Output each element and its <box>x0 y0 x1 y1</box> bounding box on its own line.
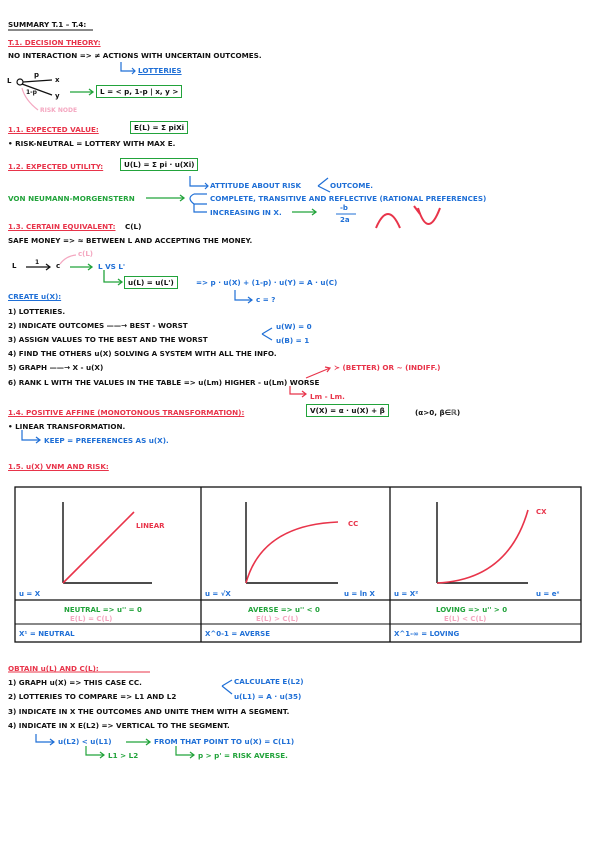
increasing-label: INCREASING IN X. <box>210 208 282 217</box>
lottery-1p: 1-p <box>26 89 37 96</box>
loving-condition: LOVING => u'' > 0 <box>436 606 508 614</box>
lottery-branch-p <box>23 80 52 82</box>
obtain-step-1: 1) GRAPH u(X) => THIS CASE CC. <box>8 678 142 687</box>
page-title: SUMMARY T.1 – T.4: <box>8 20 87 29</box>
obtain-step-4: 4) INDICATE IN X E(L2) => VERTICAL TO THE SEGMENT. <box>8 721 230 730</box>
linear-transformation-line: • LINEAR TRANSFORMATION. <box>8 422 126 431</box>
averse-condition: AVERSE => u'' < 0 <box>248 606 320 614</box>
attitude-label: ATTITUDE ABOUT RISK <box>210 181 302 190</box>
utility-worst: u(W) = 0 <box>276 322 312 331</box>
obtain-step-2: 2) LOTTERIES TO COMPARE => L1 AND L2 <box>8 692 177 701</box>
c-question: c = ? <box>256 295 276 304</box>
convex-sketch <box>418 208 440 224</box>
ce-diagram-cl: c(L) <box>78 250 94 258</box>
vnm-label: VON NEUMANN-MORGENSTERN <box>8 194 135 203</box>
create-step-2: 2) INDICATE OUTCOMES ——→ BEST - WORST <box>8 321 188 330</box>
lottery-x: x <box>55 76 60 84</box>
concave-curve <box>246 522 338 583</box>
decision-theory-heading: T.1. DECISION THEORY: <box>8 38 101 47</box>
averse-exponent: X^0-1 = AVERSE <box>205 630 271 638</box>
utility-best: u(B) = 1 <box>276 336 310 345</box>
ul1-formula: u(L1) = A · u(35) <box>234 692 302 701</box>
risk-averse-note: p > p' = RISK AVERSE. <box>198 751 288 760</box>
ul2-less-ul1: u(L2) < u(L1) <box>58 737 112 746</box>
lottery-L: L <box>7 77 12 85</box>
outcome-label: OUTCOME. <box>330 181 374 190</box>
positive-affine-condition: (α>0, β∈ℝ) <box>415 408 461 417</box>
linear-function-label: u = X <box>19 590 41 598</box>
fraction-denominator: 2a <box>340 216 350 224</box>
positive-affine-formula: V(X) = α · u(X) + β <box>306 404 389 417</box>
vnm-risk-heading: 1.5. u(X) VNM AND RISK: <box>8 462 109 471</box>
lotteries-label: LOTTERIES <box>138 66 182 75</box>
create-step-3: 3) ASSIGN VALUES TO THE BEST AND THE WORST <box>8 335 208 344</box>
certain-equivalent-symbol: C(L) <box>125 222 142 231</box>
neutral-ce: E(L) = C(L) <box>70 615 113 623</box>
obtain-step-3: 3) INDICATE IN X THE OUTCOMES AND UNITE THEM WITH A SEGMENT. <box>8 707 290 716</box>
loving-ce: E(L) < C(L) <box>444 615 487 623</box>
ln-function-label: u = ln X <box>344 590 375 598</box>
sqrt-function-label: u = √X <box>205 590 231 598</box>
linear-curve <box>63 512 134 583</box>
linear-curve-label: LINEAR <box>136 522 165 530</box>
certain-equivalent-heading: 1.3. CERTAIN EQUIVALENT: <box>8 222 116 231</box>
lottery-p: p <box>34 71 40 79</box>
create-ux-heading: CREATE u(X): <box>8 292 62 301</box>
create-step-6: 6) RANK L WITH THE VALUES IN THE TABLE => u(Lm) HIGHER - u(Lm) WORSE <box>8 378 320 387</box>
lottery-formula: L = < p, 1-p | x, y > <box>96 85 182 98</box>
obtain-heading: OBTAIN u(L) AND C(L): <box>8 664 99 673</box>
create-step-5: 5) GRAPH ——→ X - u(X) <box>8 363 104 372</box>
create-step-4: 4) FIND THE OTHERS u(X) SOLVING A SYSTEM WITH ALL THE INFO. <box>8 349 277 358</box>
risk-node-label: RISK NODE <box>40 107 78 114</box>
loving-exponent: X^1-∞ = LOVING <box>394 630 460 638</box>
exp-function-label: u = eˣ <box>536 590 560 598</box>
averse-ce: E(L) > C(L) <box>256 615 299 623</box>
ce-diagram-one: 1 <box>35 259 40 266</box>
concave-curve-label: CC <box>348 520 359 528</box>
expected-value-formula: E(L) = Σ piXi <box>130 121 188 134</box>
expected-utility-heading: 1.2. EXPECTED UTILITY: <box>8 162 104 171</box>
safe-money-line: SAFE MONEY => ≈ BETWEEN L AND ACCEPTING THE MONEY. <box>8 236 253 245</box>
utility-expansion: => p · u(X) + (1-p) · u(Y) = A · u(C) <box>196 278 338 287</box>
keep-preferences-line: KEEP = PREFERENCES AS u(X). <box>44 436 169 445</box>
fraction-numerator: -b <box>340 204 348 212</box>
convex-curve-label: CX <box>536 508 547 516</box>
convex-curve <box>437 510 528 583</box>
ce-diagram-L: L <box>12 262 17 270</box>
utility-equality-formula: u(L) = u(L') <box>124 276 178 289</box>
decision-theory-line: NO INTERACTION => ≠ ACTIONS WITH UNCERTAIN OUTCOMES. <box>8 51 262 60</box>
neutral-exponent: X¹ = NEUTRAL <box>19 630 75 638</box>
positive-affine-heading: 1.4. POSITIVE AFFINE (MONOTONOUS TRANSFORMATION): <box>8 408 245 417</box>
neutral-condition: NEUTRAL => u'' = 0 <box>64 606 142 614</box>
risk-neutral-line: • RISK-NEUTRAL = LOTTERY WITH MAX E. <box>8 139 176 148</box>
expected-value-heading: 1.1. EXPECTED VALUE: <box>8 125 99 134</box>
lottery-y: y <box>55 92 60 100</box>
l1-greater-l2: L1 > L2 <box>108 751 139 760</box>
lm-note: Lm - Lm. <box>310 392 345 401</box>
rational-preferences-label: COMPLETE, TRANSITIVE AND REFLECTIVE (RATIONAL PREFERENCES) <box>210 194 487 203</box>
l-vs-l-prime: L VS L' <box>98 262 126 271</box>
square-function-label: u = X² <box>394 590 419 598</box>
from-point-note: FROM THAT POINT TO u(X) = C(L1) <box>154 737 295 746</box>
create-step-1: 1) LOTTERIES. <box>8 307 66 316</box>
expected-utility-formula: U(L) = Σ pi · u(Xi) <box>120 158 198 171</box>
better-indiff-note: ≻ (BETTER) OR ~ (INDIFF.) <box>334 363 441 372</box>
calculate-el2: CALCULATE E(L2) <box>234 677 304 686</box>
ce-diagram-c: c <box>56 262 61 270</box>
concave-sketch <box>376 214 400 228</box>
